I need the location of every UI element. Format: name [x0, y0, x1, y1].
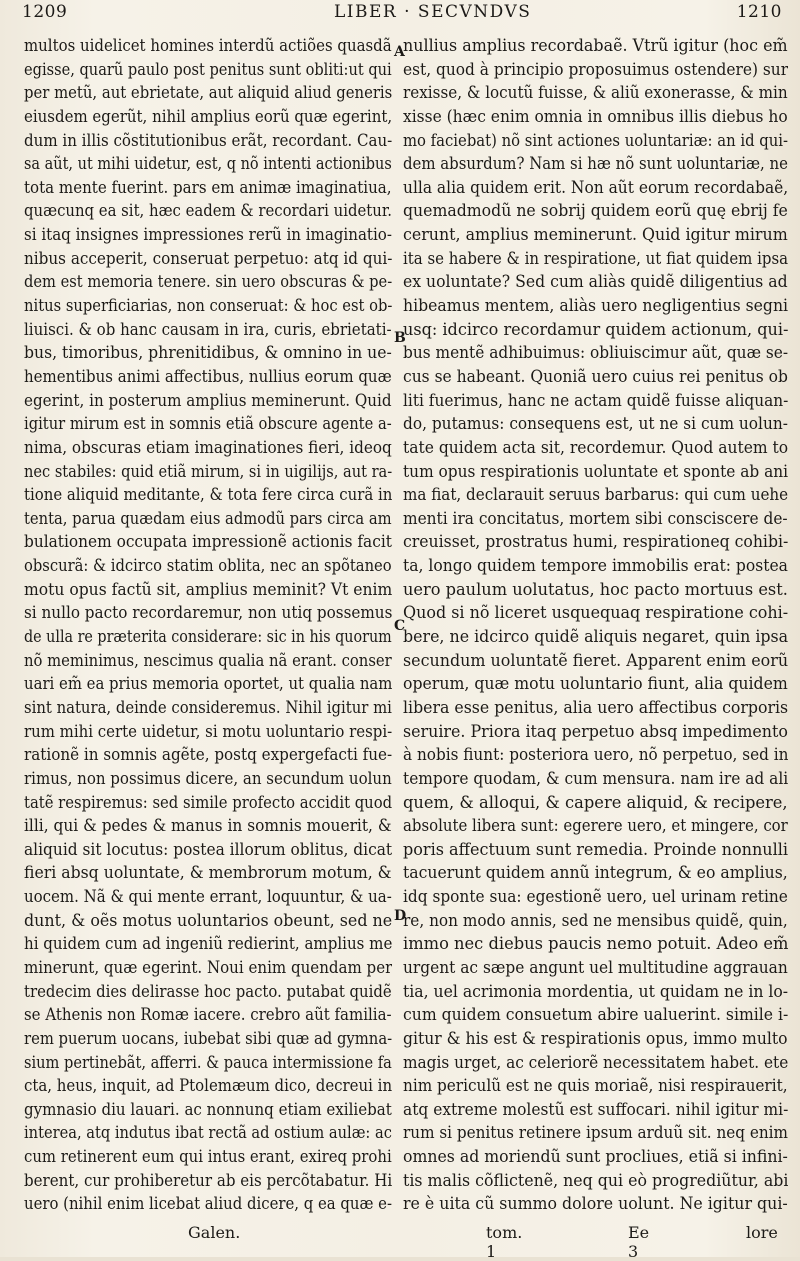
text-line: egerint, in posterum amplius meminerunt. Quid	[24, 390, 392, 410]
left-text-column	[24, 34, 392, 1219]
text-line: multos uidelicet homines interdũ actiões quasdã	[24, 36, 392, 55]
right-text-column	[403, 34, 788, 1219]
section-marker-d: D	[394, 908, 407, 924]
text-line: sint natura, deinde consideremus. Nihil igitur mi	[24, 697, 392, 717]
volume-mark: tom. 1	[486, 1223, 523, 1261]
text-line: illi, qui & pedes & manus in somnis mouerit, &	[24, 816, 392, 836]
text-line: minerunt, quæ egerint. Noui enim quendam per	[24, 957, 392, 977]
text-line	[403, 1216, 778, 1219]
text-line: rexisse, & locutũ fuisse, & aliũ exonerasse, & min	[403, 83, 788, 103]
signature-mark: Galen.	[188, 1223, 241, 1242]
text-line: cum quidem consuetum abire ualuerint. simile i-	[403, 1005, 788, 1025]
text-line: quem, & alloqui, & capere aliquid, & recipere,	[403, 792, 788, 812]
text-line: nim periculũ est ne quis moriaẽ, nisi respirauerit,	[403, 1076, 788, 1096]
text-line: immo nec diebus paucis nemo potuit. Adeo em̃	[403, 934, 788, 954]
text-line: sa aũt, ut mihi uidetur, est, q nõ intenti actionibus	[24, 154, 392, 174]
text-line: motu opus factũ sit, amplius meminit? Vt enim	[24, 579, 392, 599]
text-line: nima, obscuras etiam imaginationes fieri, ideoq	[24, 437, 392, 457]
text-line: creuisset, prostratus humi, respirationeq cohibi-	[403, 532, 788, 552]
text-line: dunt, & oẽs motus uoluntarios obeunt, sed ne	[24, 910, 392, 930]
text-line: seruire. Priora itaq perpetuo absq impedimento	[403, 721, 788, 741]
text-line: usq: idcirco recordamur quidem actionum, qui-	[403, 319, 788, 339]
text-line: quemadmodũ ne sobrij quidem eorũ quę ebrij fe	[403, 201, 788, 221]
text-line: cerunt, amplius meminerunt. Quid igitur mirum	[403, 225, 788, 245]
text-line: bus mentẽ adhibuimus: obliuiscimur aũt, quæ se-	[403, 343, 788, 363]
text-line: uocem. Nã & qui mente errant, loquuntur, & ua-	[24, 887, 392, 907]
text-line: est, quod à principio proposuimus ostendere) sur	[403, 59, 788, 79]
text-line: tione aliquid meditante, & tota fere circa curã in	[24, 485, 392, 505]
text-line: rum si penitus retinere ipsum arduũ sit. neq enim	[403, 1123, 788, 1143]
running-title: LIBER · SECVNDVS	[334, 2, 532, 22]
text-line: bus, timoribus, phrenitidibus, & omnino in ue-	[24, 343, 392, 363]
text-line: re, non modo annis, sed ne mensibus quidẽ, quin,	[403, 910, 788, 930]
text-line: gymnasio diu lauari. ac nonnunq etiam exiliebat	[24, 1099, 392, 1119]
text-line: tate quidem acta sit, recordemur. Quod autem to	[403, 437, 788, 457]
text-line: hi quidem cum ad ingeniũ redierint, amplius me	[24, 934, 392, 954]
text-line: dum in illis cõstitutionibus erãt, recordant. Cau-	[24, 130, 392, 150]
text-line: ma fiat, declarauit seruus barbarus: qui cum uehe	[403, 485, 788, 505]
page-number-right: 1210	[736, 2, 782, 22]
text-line: uero paulum uolutatus, hoc pacto mortuus est.	[403, 579, 788, 599]
text-line: re è uita cũ summo dolore uolunt. Ne igitur qui-	[403, 1194, 788, 1214]
text-line: se Athenis non Romæ iacere. crebro aũt familia-	[24, 1005, 392, 1025]
text-line: urgent ac sæpe angunt uel multitudine aggrauan	[403, 957, 788, 977]
catchword: lore	[746, 1223, 778, 1242]
text-line: liti fuerimus, hanc ne actam quidẽ fuisse aliquan-	[403, 390, 788, 410]
text-line: cta, heus, inquit, ad Ptolemæum dico, decreui in	[24, 1076, 392, 1096]
section-marker-c: C	[394, 618, 406, 634]
text-line: magis urget, ac celeriorẽ necessitatem habet. ete	[403, 1052, 788, 1072]
text-line: cus se habeant. Quoniã uero cuius rei penitus ob	[403, 366, 788, 386]
running-header	[22, 2, 782, 26]
text-line: per metũ, aut ebrietate, aut aliquid aliud generis	[24, 83, 392, 103]
text-line: poris affectuum sunt remedia. Proinde nonnulli	[403, 839, 788, 859]
text-line: nec stabiles: quid etiã mirum, si in uigilijs, aut ra-	[24, 461, 392, 481]
text-line: igitur mirum est in somnis etiã obscure agente a-	[24, 414, 392, 434]
text-line: atq extreme molestũ est suffocari. nihil igitur mi-	[403, 1099, 788, 1119]
text-line: obscurã: & idcirco statim oblita, nec an spõtaneo	[24, 556, 392, 576]
text-line: absolute libera sunt: egerere uero, et mingere, cor	[403, 816, 788, 836]
text-line: uari em̃ ea prius memoria oportet, ut qualia nam	[24, 674, 392, 694]
text-line: de ulla re præterita considerare: sic in his quorum	[24, 627, 392, 647]
text-line: eiusdem egerũt, nihil amplius eorũ quæ egerint,	[24, 106, 392, 126]
text-line: tenta, parua quædam eius admodũ pars circa am	[24, 508, 392, 528]
text-line: xisse (hæc enim omnia in omnibus illis diebus ho	[403, 106, 788, 126]
text-line: tum opus respirationis uoluntate et sponte ab ani	[403, 461, 788, 481]
text-line: Quod si nõ liceret usquequaq respiratione cohi-	[403, 603, 788, 623]
page-number-left: 1209	[22, 2, 68, 22]
text-line: ta, longo quidem tempore immobilis erat: postea	[403, 556, 788, 576]
text-line: dem absurdum? Nam si hæ nõ sunt uoluntariæ, ne	[403, 154, 788, 174]
text-line: uero (nihil enim licebat aliud dicere, q ea quæ e-	[24, 1194, 392, 1214]
text-line: ulla alia quidem erit. Non aũt eorum recordabaẽ,	[403, 177, 788, 197]
text-line: à nobis fiunt: posteriora uero, nõ perpetuo, sed in	[403, 745, 788, 765]
text-line: berent, cur prohiberetur ab eis percõtabatur. Hi	[24, 1170, 392, 1190]
text-line: bulationem occupata impressionẽ actionis facit	[24, 532, 392, 552]
text-line: sium pertinebãt, afferri. & pauca intermissione fa	[24, 1052, 392, 1072]
text-line: bere, ne idcirco quidẽ aliquis negaret, quin ipsa	[403, 627, 788, 647]
text-line: si nullo pacto recordaremur, non utiq possemus	[24, 603, 392, 623]
text-line: tacuerunt quidem annũ integrum, & eo amplius,	[403, 863, 788, 883]
text-line: nitus superficiarias, non conseruat: & hoc est ob-	[24, 296, 392, 316]
text-line: nibus acceperit, conseruat perpetuo: atq id qui-	[24, 248, 392, 268]
text-line: quæcunq ea sit, hæc eadem & recordari uidetur.	[24, 201, 392, 221]
text-line: secundum uoluntatẽ fieret. Apparent enim eorũ	[403, 650, 788, 670]
section-marker-b: B	[394, 330, 406, 346]
quire-mark: Ee 3	[628, 1223, 650, 1261]
text-line: interea, atq indutus ibat rectã ad ostium aulæ: ac	[24, 1123, 392, 1143]
text-line: tredecim dies delirasse hoc pacto. putabat quidẽ	[24, 981, 392, 1001]
text-line: nõ meminimus, nescimus qualia nã erant. conser	[24, 650, 392, 670]
text-line: ita se habere & in respiratione, ut fiat quidem ipsa	[403, 248, 788, 268]
text-line: dem est memoria tenere. sin uero obscuras & pe-	[24, 272, 392, 292]
text-line: gitur & his est & respirationis opus, immo multo	[403, 1028, 788, 1048]
text-line: nullius amplius recordabaẽ. Vtrũ igitur (hoc em̃	[403, 36, 788, 55]
text-line: si itaq insignes impressiones rerũ in imaginatio-	[24, 225, 392, 245]
text-line: menti ira concitatus, mortem sibi consciscere de-	[403, 508, 788, 528]
text-line: liuisci. & ob hanc causam in ira, curis, ebrietati-	[24, 319, 392, 339]
section-marker-a: A	[394, 44, 405, 60]
text-line: tota mente fuerint. pars em animæ imaginatiua,	[24, 177, 392, 197]
text-line: do, putamus: consequens est, ut ne si cum uolun-	[403, 414, 788, 434]
text-line: aliquid sit locutus: postea illorum oblitus, dicat	[24, 839, 392, 859]
text-line: tempore quodam, & cum mensura. nam ire ad ali	[403, 768, 788, 788]
text-line: tia, uel acrimonia mordentia, ut quidam ne in lo-	[403, 981, 788, 1001]
text-line	[24, 1216, 355, 1219]
text-line: egisse, quarũ paulo post penitus sunt obliti:ut qui	[24, 59, 392, 79]
text-line: rimus, non possimus dicere, an secundum uolun	[24, 768, 392, 788]
text-line: hibeamus mentem, aliàs uero negligentius segni	[403, 296, 788, 316]
text-line: mo faciebat) nõ sint actiones uoluntariæ: an id qui-	[403, 130, 788, 150]
text-line: tis malis cõflictenẽ, neq qui eò progrediũtur, abi	[403, 1170, 788, 1190]
text-line: operum, quæ motu uoluntario fiunt, alia quidem	[403, 674, 788, 694]
text-line: ex uoluntate? Sed cum aliàs quidẽ diligentius ad	[403, 272, 788, 292]
text-line: idq sponte sua: egestionẽ uero, uel urinam retine	[403, 887, 788, 907]
text-line: cum retinerent eum qui intus erant, exireq prohi	[24, 1147, 392, 1167]
text-line: libera esse penitus, alia uero affectibus corporis	[403, 697, 788, 717]
text-line: rationẽ in somnis agẽte, postq expergefacti fue-	[24, 745, 392, 765]
text-line: rem puerum uocans, iubebat sibi quæ ad gymna-	[24, 1028, 392, 1048]
text-line: tatẽ respiremus: sed simile profecto accidit quod	[24, 792, 392, 812]
text-line: hementibus animi affectibus, nullius eorum quæ	[24, 366, 392, 386]
text-line: fieri absq uoluntate, & membrorum motum, &	[24, 863, 392, 883]
text-line: rum mihi certe uidetur, si motu uoluntario respi-	[24, 721, 392, 741]
text-line: omnes ad moriendũ sunt procliues, etiã si infini-	[403, 1147, 788, 1167]
